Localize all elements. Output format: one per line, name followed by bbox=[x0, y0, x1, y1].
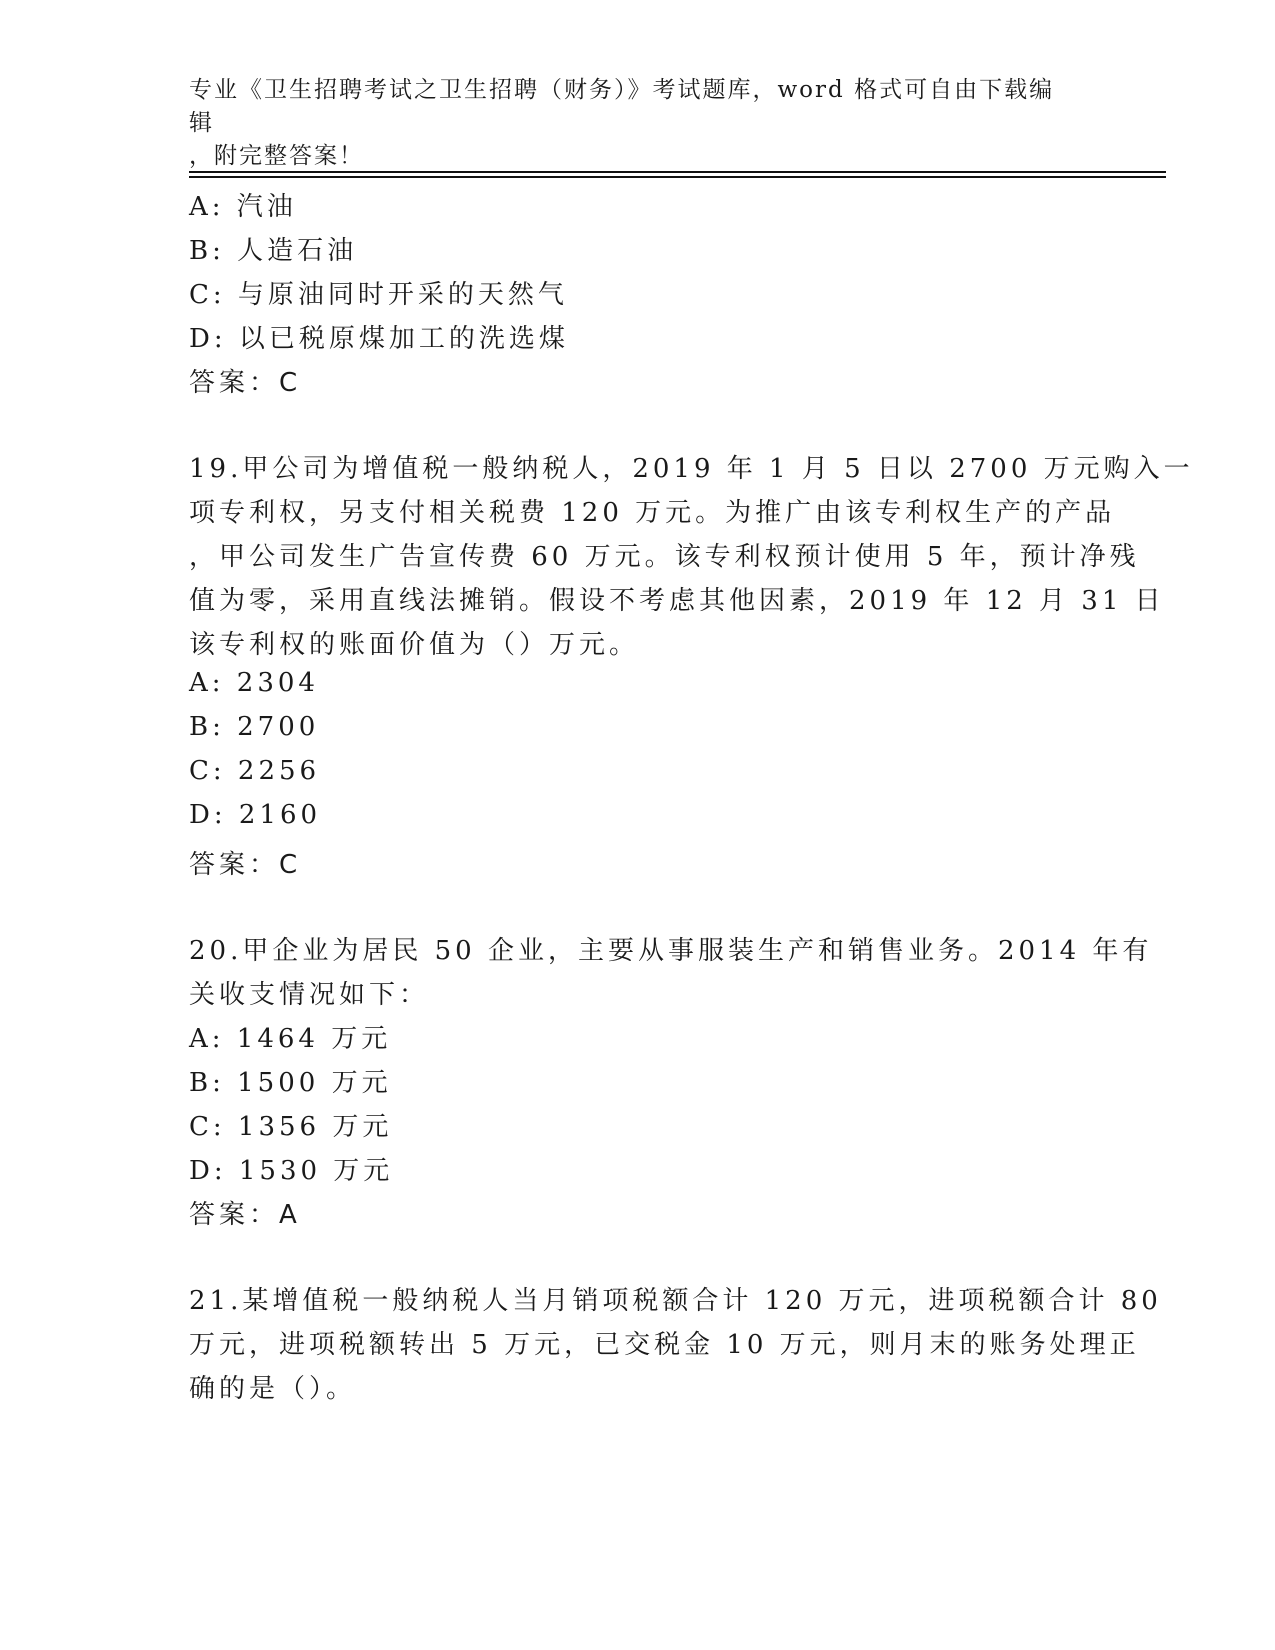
option-d: D: 2160 bbox=[189, 800, 322, 830]
option-a: A: 2304 bbox=[189, 668, 319, 698]
option-b: B: 2700 bbox=[189, 712, 320, 742]
option-c: C: 与原油同时开采的天然气 bbox=[189, 280, 568, 310]
question-text-line: 项专利权，另支付相关税费 120 万元。为推广由该专利权生产的产品 bbox=[189, 498, 1116, 528]
question-text-line: 确的是（）。 bbox=[189, 1374, 357, 1404]
question-text-line: 万元，进项税额转出 5 万元，已交税金 10 万元，则月末的账务处理正 bbox=[189, 1330, 1140, 1360]
question-text-line: 21.某增值税一般纳税人当月销项税额合计 120 万元，进项税额合计 80 bbox=[189, 1286, 1162, 1316]
question-text-line: 19.甲公司为增值税一般纳税人，2019 年 1 月 5 日以 2700 万元购入一 bbox=[189, 454, 1194, 484]
option-a: A: 汽油 bbox=[189, 192, 297, 222]
option-b: B: 1500 万元 bbox=[189, 1068, 392, 1098]
document-header bbox=[189, 74, 1069, 173]
option-c: C: 1356 万元 bbox=[189, 1112, 393, 1142]
question-text-line: ，甲公司发生广告宣传费 60 万元。该专利权预计使用 5 年，预计净残 bbox=[189, 542, 1140, 572]
answer: 答案：C bbox=[189, 850, 302, 880]
question-text-line: 关收支情况如下： bbox=[189, 980, 430, 1010]
question-text-line: 该专利权的账面价值为（）万元。 bbox=[189, 630, 640, 660]
option-d: D: 1530 万元 bbox=[189, 1156, 394, 1186]
header-line-2: ，附完整答案！ bbox=[189, 143, 364, 169]
answer: 答案：A bbox=[189, 1200, 301, 1230]
option-a: A: 1464 万元 bbox=[189, 1024, 392, 1054]
option-d: D: 以已税原煤加工的洗选煤 bbox=[189, 324, 569, 354]
header-divider-bottom bbox=[189, 176, 1166, 178]
option-b: B: 人造石油 bbox=[189, 236, 358, 266]
question-text-line: 20.甲企业为居民 50 企业，主要从事服装生产和销售业务。2014 年有 bbox=[189, 936, 1153, 966]
option-c: C: 2256 bbox=[189, 756, 321, 786]
answer: 答案：C bbox=[189, 368, 302, 398]
question-text-line: 值为零，采用直线法摊销。假设不考虑其他因素，2019 年 12 月 31 日 bbox=[189, 586, 1165, 616]
header-line-1: 专业《卫生招聘考试之卫生招聘（财务）》考试题库，word 格式可自由下载编辑 bbox=[189, 77, 1055, 136]
header-divider-top bbox=[189, 171, 1166, 173]
